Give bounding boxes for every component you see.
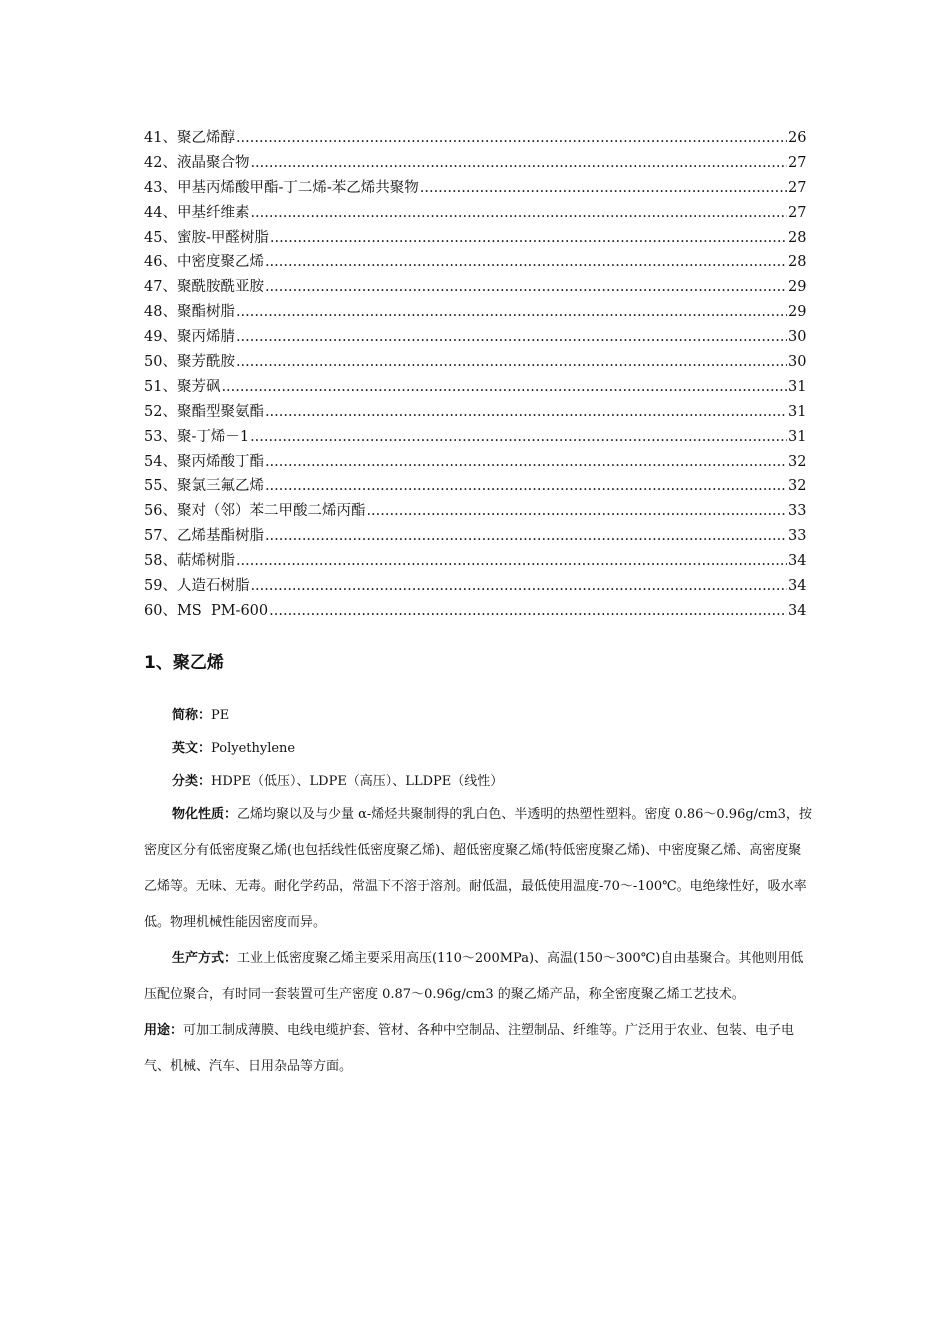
section-heading: 1、聚乙烯 — [144, 653, 224, 673]
toc-page-number: 27 — [788, 154, 807, 171]
toc-page-number: 28 — [788, 254, 807, 271]
toc-dot-leader — [250, 151, 787, 176]
toc-entry[interactable] — [144, 275, 806, 300]
toc-page-number: 26 — [788, 130, 807, 146]
toc-dot-leader — [236, 325, 787, 350]
toc-entry[interactable] — [144, 126, 806, 151]
toc-dot-leader — [265, 250, 787, 275]
toc-page-number: 29 — [788, 304, 807, 321]
toc-page-number: 30 — [788, 354, 807, 371]
toc-entry-title: 41、聚乙烯醇 — [144, 130, 235, 146]
toc-dot-leader — [265, 400, 787, 425]
toc-entry-title: 52、聚酯型聚氨酯 — [144, 403, 264, 420]
section-body — [144, 703, 812, 1085]
toc-page-number: 34 — [788, 602, 807, 619]
toc-entry-title: 47、聚酰胺酰亚胺 — [144, 279, 264, 296]
toc-entry[interactable] — [144, 549, 806, 574]
toc-entry[interactable] — [144, 350, 806, 375]
toc-dot-leader — [236, 350, 787, 375]
production-paragraph — [144, 941, 812, 1013]
toc-dot-leader — [250, 201, 787, 226]
toc-entry-title: 44、甲基纤维素 — [144, 204, 250, 221]
toc-page-number: 32 — [788, 478, 807, 495]
toc-entry-title: 42、液晶聚合物 — [144, 154, 250, 171]
toc-entry[interactable] — [144, 400, 806, 425]
table-of-contents — [144, 126, 806, 624]
toc-entry-title: 54、聚丙烯酸丁酯 — [144, 453, 264, 470]
properties-value: 乙烯均聚以及与少量 α-烯烃共聚制得的乳白色、半透明的热塑性塑料。密度 0.86～0.96g/cm3，按密度区分有低密度聚乙烯(也包括线性低密度聚乙烯)、超低密度聚乙烯(特低密度聚乙烯)、中密度聚乙烯、高密度聚乙烯等。无味、无毒。耐化学药品，常温下不溶于溶剂。耐低温，最低使用温度-70～-100℃。电绝缘性好，吸水率低。物理机械性能因密度而异。 — [144, 807, 812, 930]
toc-entry-title: 46、中密度聚乙烯 — [144, 254, 264, 271]
toc-entry[interactable] — [144, 574, 806, 599]
toc-page-number: 29 — [788, 279, 807, 296]
toc-dot-leader — [236, 549, 787, 574]
toc-entry-title: 53、聚-丁烯－1 — [144, 428, 250, 445]
uses-paragraph — [144, 1013, 812, 1085]
toc-page-number: 27 — [788, 204, 807, 221]
toc-page-number: 34 — [788, 578, 807, 595]
english-field — [144, 736, 812, 769]
toc-entry-title: 59、人造石树脂 — [144, 578, 250, 595]
toc-dot-leader — [265, 474, 787, 499]
category-value: HDPE（低压）、LDPE（高压）、LLDPE（线性） — [211, 774, 504, 789]
toc-entry[interactable] — [144, 151, 806, 176]
production-label: 生产方式： — [172, 951, 238, 966]
toc-entry[interactable] — [144, 599, 806, 624]
toc-entry[interactable] — [144, 474, 806, 499]
toc-dot-leader — [250, 425, 787, 450]
toc-entry-title: 50、聚芳酰胺 — [144, 354, 235, 371]
toc-entry[interactable] — [144, 201, 806, 226]
toc-dot-leader — [420, 176, 787, 201]
toc-entry-title: 55、聚氯三氟乙烯 — [144, 478, 264, 495]
toc-entry[interactable] — [144, 176, 806, 201]
toc-page-number: 31 — [788, 403, 807, 420]
toc-entry-title: 56、聚对（邻）苯二甲酸二烯丙酯 — [144, 503, 366, 520]
toc-dot-leader — [236, 300, 787, 325]
abbr-label: 简称： — [172, 708, 212, 723]
toc-page-number: 32 — [788, 453, 807, 470]
toc-entry[interactable] — [144, 226, 806, 251]
properties-paragraph — [144, 797, 812, 941]
toc-entry[interactable] — [144, 425, 806, 450]
toc-dot-leader — [270, 226, 787, 251]
toc-entry[interactable] — [144, 300, 806, 325]
toc-entry[interactable] — [144, 250, 806, 275]
english-value: Polyethylene — [211, 741, 296, 756]
toc-dot-leader — [265, 524, 787, 549]
uses-label: 用途： — [144, 1023, 184, 1038]
toc-dot-leader — [366, 499, 787, 524]
toc-entry[interactable] — [144, 499, 806, 524]
toc-entry-title: 51、聚芳砜 — [144, 378, 221, 395]
toc-entry-title: 49、聚丙烯腈 — [144, 329, 235, 346]
toc-page-number: 28 — [788, 229, 807, 246]
toc-dot-leader — [236, 126, 787, 151]
toc-dot-leader — [265, 275, 787, 300]
toc-entry[interactable] — [144, 325, 806, 350]
toc-page-number: 33 — [788, 528, 807, 545]
category-label: 分类： — [172, 774, 212, 789]
abbr-field — [144, 703, 812, 736]
toc-page-number: 34 — [788, 553, 807, 570]
toc-page-number: 33 — [788, 503, 807, 520]
properties-label: 物化性质： — [172, 807, 238, 822]
toc-entry-title: 58、萜烯树脂 — [144, 553, 235, 570]
toc-entry[interactable] — [144, 450, 806, 475]
toc-entry-title: 48、聚酯树脂 — [144, 304, 235, 321]
english-label: 英文： — [172, 741, 212, 756]
toc-page-number: 27 — [788, 179, 807, 196]
abbr-value: PE — [211, 708, 230, 723]
toc-dot-leader — [221, 375, 787, 400]
toc-entry-title: 45、蜜胺-甲醛树脂 — [144, 229, 269, 246]
toc-entry[interactable] — [144, 375, 806, 400]
toc-page-number: 31 — [788, 378, 807, 395]
toc-dot-leader — [250, 574, 787, 599]
toc-entry[interactable] — [144, 524, 806, 549]
toc-entry-title: 57、乙烯基酯树脂 — [144, 528, 264, 545]
toc-dot-leader — [265, 450, 787, 475]
production-value: 工业上低密度聚乙烯主要采用高压(110～200MPa)、高温(150～300℃)自由基聚合。其他则用低压配位聚合，有时同一套装置可生产密度 0.87～0.96g/cm3 的聚乙烯产品，称全密度聚乙烯工艺技术。 — [144, 951, 804, 1002]
uses-value: 可加工制成薄膜、电线电缆护套、管材、各种中空制品、注塑制品、纤维等。广泛用于农业、包装、电子电气、机械、汽车、日用杂品等方面。 — [144, 1023, 795, 1074]
toc-dot-leader — [269, 599, 787, 624]
toc-entry-title: 43、甲基丙烯酸甲酯-丁二烯-苯乙烯共聚物 — [144, 179, 419, 196]
toc-entry-title: 60、MS PM-600 — [144, 602, 269, 619]
toc-page-number: 30 — [788, 329, 807, 346]
toc-page-number: 31 — [788, 428, 807, 445]
